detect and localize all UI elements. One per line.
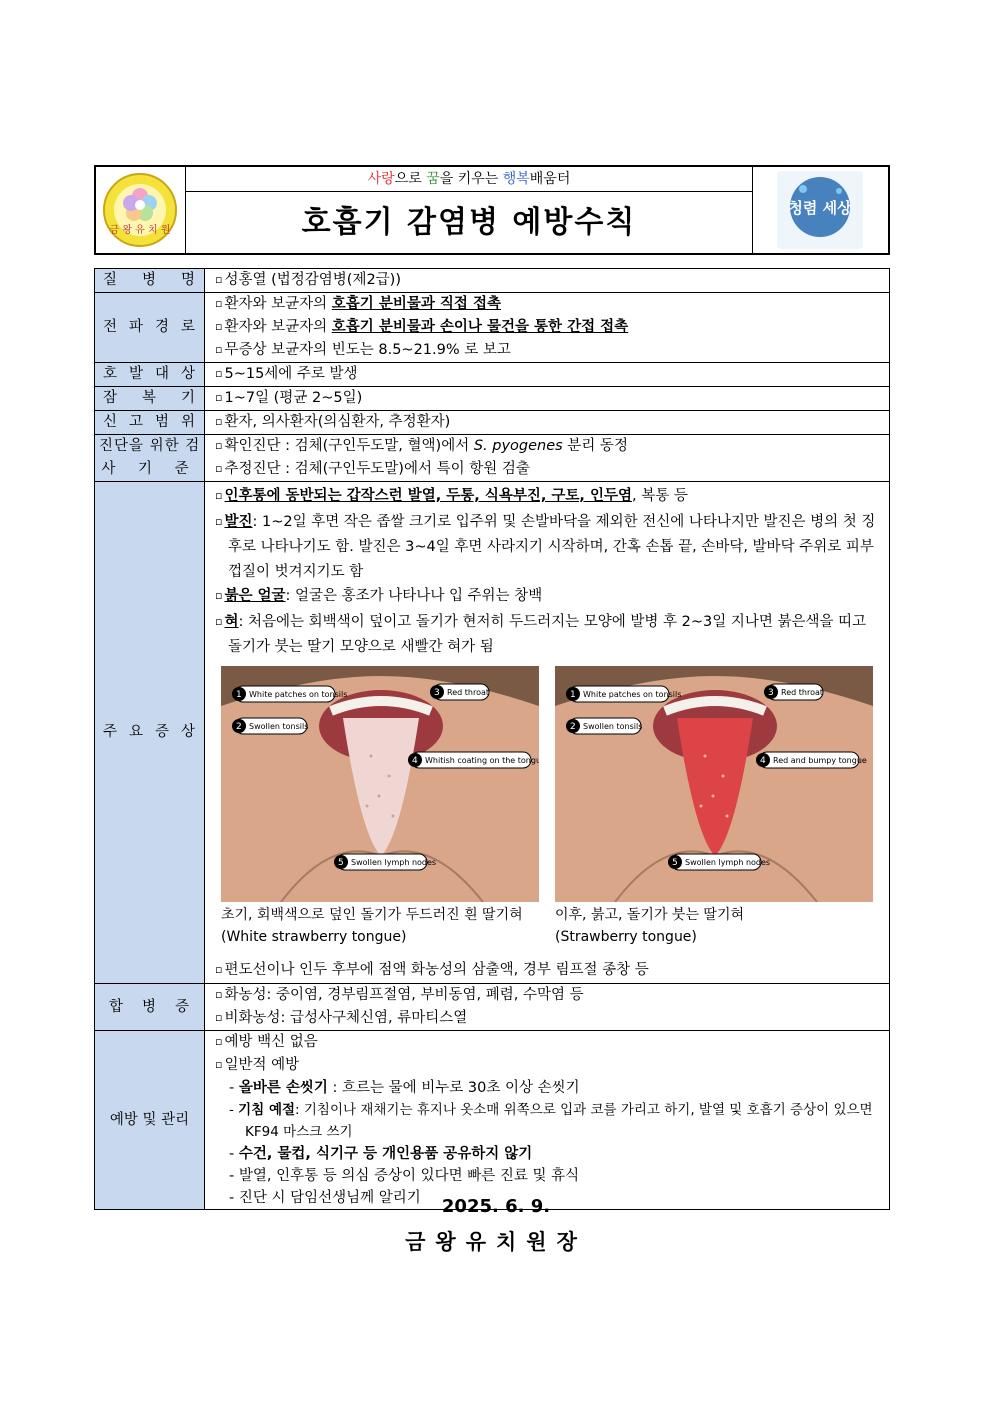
tongue-figures xyxy=(215,666,883,956)
svg-text:3: 3 xyxy=(434,687,440,698)
value-complication: ▫ 화농성: 중이염, 경부림프절염, 부비동염, 폐렴, 수막염 등 ▫ 비화농성: 급성사구체신염, 류마티스열 xyxy=(205,984,890,1031)
svg-text:White patches on tonsils: White patches on tonsils xyxy=(583,689,682,699)
caption-strawberry: 이후, 붉고, 돌기가 붓는 딸기혀 (Strawberry tongue) xyxy=(555,906,744,945)
svg-text:청렴 세상: 청렴 세상 xyxy=(788,199,852,217)
row-complication xyxy=(95,984,890,1031)
label-route: 전 파 경 로 xyxy=(95,293,205,363)
issue-date: 2025. 6. 9. xyxy=(441,1196,551,1217)
value-diagnosis: ▫ 확인진단 : 검체(구인두도말, 혈액)에서 S. pyogenes 분리 동정 ▫ 추정진단 : 검체(구인두도말)에서 특이 항원 검출 xyxy=(205,435,890,482)
svg-text:Whitish coating on the tongue: Whitish coating on the tongue xyxy=(425,755,539,765)
caption-white-strawberry: 초기, 회백색으로 덮인 돌기가 두드러진 흰 딸기혀 (White strawberry tongue) xyxy=(221,906,523,945)
white-strawberry-tongue-illustration xyxy=(221,666,539,902)
svg-text:3: 3 xyxy=(768,687,774,698)
label-target: 호 발 대 상 xyxy=(95,363,205,387)
svg-text:Swollen lymph nodes: Swollen lymph nodes xyxy=(685,857,771,867)
guideline-table xyxy=(94,268,890,1210)
label-symptoms: 주 요 증 상 xyxy=(95,482,205,984)
label-incubation: 잠 복 기 xyxy=(95,387,205,411)
value-symptoms: ▫ 인후통에 동반되는 갑작스런 발열, 두통, 식욕부진, 구토, 인두염, 복통 등 ▫ 발진: 1~2일 후면 작은 좁쌀 크기로 입주위 및 손발바닥을 제외한 전신에 나타나지만 발진은 병의 첫 징후로 나타나기도 함. 발진은 3~4일 후면 사라지기 시작하며, 간혹 손톱 끝, 손바닥, 발바닥 주위로 피부 껍질이 벗겨지기도 함 ▫ 붉은 얼굴: 얼굴은 홍조가 나타나나 입 주위는 창백 ▫ 혀: 처음에는 회백색이 덮이고 돌기가 현저히 두드러지는 모양에 발병 후 2~3일 지나면 붉은색을 띠고 돌기가 붓는 딸기 모양으로 새빨간 혀가 됨 1 White patches on tonsils 3 Red throat 2 Swollen tonsils 4 Whitish coating on the tongue 5 Swollen lymph nodes 1 White patches on tonsils 3 Red throat 2 Swollen tonsils 4 Red and bumpy tongue 5 Swollen lymph nodes 초기, 회백색으로 덮인 돌기가 두드러진 흰 딸기혀 (White strawberry tongue) 이후, 붉고, 돌기가 붓는 딸기혀 (Strawberry tongue) ▫ 편도선이나 인두 후부에 점액 화농성의 삼출액, 경부 림프절 종창 등 xyxy=(205,482,890,984)
value-prevention: ▫ 예방 백신 없음 ▫ 일반적 예방 - 올바른 손씻기 : 흐르는 물에 비누로 30초 이상 손씻기 - 기침 예절: 기침이나 재채기는 휴지나 옷소매 위쪽으로 입과 코를 가리고 하기, 발열 및 호흡기 증상이 있으면 KF94 마스크 쓰기 - 수건, 물컵, 식기구 등 개인용품 공유하지 않기 - 발열, 인후통 등 의심 증상이 있다면 빠른 진료 및 휴식 - 진단 시 담임선생님께 알리기 xyxy=(205,1031,890,1210)
label-prevention: 예방 및 관리 xyxy=(95,1031,205,1210)
strawberry-tongue-illustration xyxy=(555,666,873,902)
svg-text:1: 1 xyxy=(570,689,576,700)
row-report xyxy=(95,411,890,435)
row-route xyxy=(95,293,890,363)
label-diagnosis: 진단을 위한 검 사 기 준 xyxy=(95,435,205,482)
svg-text:Swollen tonsils: Swollen tonsils xyxy=(583,721,643,731)
label-report: 신 고 범 위 xyxy=(95,411,205,435)
row-disease xyxy=(95,269,890,293)
svg-text:Red throat: Red throat xyxy=(781,687,823,697)
row-diagnosis xyxy=(95,435,890,482)
svg-text:금 왕 유 치 원: 금 왕 유 치 원 xyxy=(109,225,171,236)
row-incubation xyxy=(95,387,890,411)
slogan: 사랑으로 꿈을 키우는 행복배움터 xyxy=(186,167,752,192)
svg-text:4: 4 xyxy=(760,755,766,766)
svg-text:Red and bumpy tongue: Red and bumpy tongue xyxy=(773,755,867,765)
label-complication: 합 병 증 xyxy=(95,984,205,1031)
svg-text:4: 4 xyxy=(412,755,418,766)
svg-text:Swollen tonsils: Swollen tonsils xyxy=(249,721,309,731)
row-symptoms xyxy=(95,482,890,984)
principal-signature: 금왕유치원장 xyxy=(405,1230,587,1254)
svg-text:2: 2 xyxy=(236,721,242,732)
row-prevention xyxy=(95,1031,890,1210)
label-disease: 질 병 명 xyxy=(95,269,205,293)
value-route: ▫ 환자와 보균자의 호흡기 분비물과 직접 접촉 ▫ 환자와 보균자의 호흡기 분비물과 손이나 물건을 통한 간접 접촉 ▫ 무증상 보균자의 빈도는 8.5~21.9% 로 보고 xyxy=(205,293,890,363)
value-report: ▫ 환자, 의사환자(의심환자, 추정환자) xyxy=(205,411,890,435)
svg-text:5: 5 xyxy=(338,857,344,868)
kindergarten-logo xyxy=(96,167,186,253)
svg-text:5: 5 xyxy=(672,857,678,868)
row-target xyxy=(95,363,890,387)
svg-text:White patches on tonsils: White patches on tonsils xyxy=(249,689,348,699)
svg-text:Swollen lymph nodes: Swollen lymph nodes xyxy=(351,857,437,867)
svg-text:Red throat: Red throat xyxy=(447,687,489,697)
value-disease: ▫ 성홍열 (법정감염병(제2급)) xyxy=(205,269,890,293)
svg-text:2: 2 xyxy=(570,721,576,732)
header-box xyxy=(94,165,890,255)
page-title: 호흡기 감염병 예방수칙 xyxy=(301,205,637,240)
integrity-logo xyxy=(752,167,888,253)
svg-text:1: 1 xyxy=(236,689,242,700)
value-target: ▫ 5~15세에 주로 발생 xyxy=(205,363,890,387)
value-incubation: ▫ 1~7일 (평균 2~5일) xyxy=(205,387,890,411)
